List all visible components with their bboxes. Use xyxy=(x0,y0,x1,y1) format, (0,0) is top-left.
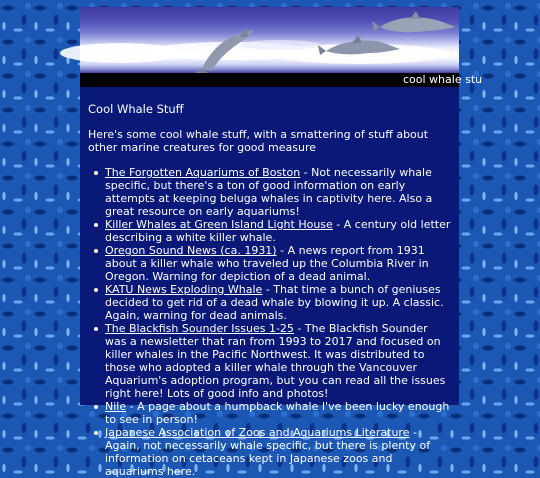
list-item xyxy=(88,218,451,244)
main-content xyxy=(80,87,459,478)
link-description: - A century old letter describing a white killer whale. xyxy=(105,218,451,244)
link-description: - Not necessarily whale specific, but there's a ton of good information on early attempts at keeping beluga whales in captivity here. Also a great resource on early aquariums! xyxy=(105,166,433,218)
page-title: Cool Whale Stuff xyxy=(88,102,184,116)
link-nile[interactable]: Nile xyxy=(105,400,127,413)
dolphin-top-right xyxy=(372,11,456,32)
link-description: - The Blackfish Sounder was a newsletter that ran from 1993 to 2017 and focused on killer whales in the Pacific Northwest. It was distributed to those who adopted a killer whale through the Vancouver Aquarium's adoption program, but you can read all the issues right here! Lots of good info and photos! xyxy=(105,322,446,400)
link-description: - Again, not necessarily whale specific, but there is plenty of information on cetaceans kept in Japanese zoos and aquariums here. xyxy=(105,426,431,478)
link-japanese-zoos-literature[interactable]: Japanese Association of Zoos and Aquariums Literature xyxy=(105,426,410,439)
dolphin-banner xyxy=(80,7,483,87)
list-item xyxy=(88,283,451,322)
list-item xyxy=(88,166,451,218)
link-green-island-killer-whales[interactable]: Killer Whales at Green Island Light House xyxy=(105,218,333,231)
link-list xyxy=(88,166,451,478)
link-forgotten-aquariums[interactable]: The Forgotten Aquariums of Boston xyxy=(105,166,301,179)
list-item xyxy=(88,322,451,400)
marquee-text: cool whale stu xyxy=(403,73,483,86)
link-description: - A news report from 1931 about a killer whale who traveled up the Columbia River in Oregon. Warning for depiction of a dead animal. xyxy=(105,244,429,283)
intro-text: Here's some cool whale stuff, with a smattering of stuff about other marine creatures for good measure xyxy=(88,128,429,154)
link-blackfish-sounder[interactable]: The Blackfish Sounder Issues 1-25 xyxy=(105,322,294,335)
marquee-bar xyxy=(80,73,483,87)
link-oregon-sound-news[interactable]: Oregon Sound News (ca. 1931) xyxy=(105,244,277,257)
list-item xyxy=(88,244,451,283)
link-katu-exploding-whale[interactable]: KATU News Exploding Whale xyxy=(105,283,263,296)
link-description: - That time a bunch of geniuses decided to get rid of a dead whale by blowing it up. A classic. Again, warning for dead animals. xyxy=(105,283,444,322)
dolphin-banner-image xyxy=(80,7,459,73)
page-container xyxy=(80,7,483,478)
list-item xyxy=(88,400,451,426)
link-description: - A page about a humpback whale I've been lucky enough to see in person! xyxy=(105,400,450,426)
list-item xyxy=(88,426,451,478)
